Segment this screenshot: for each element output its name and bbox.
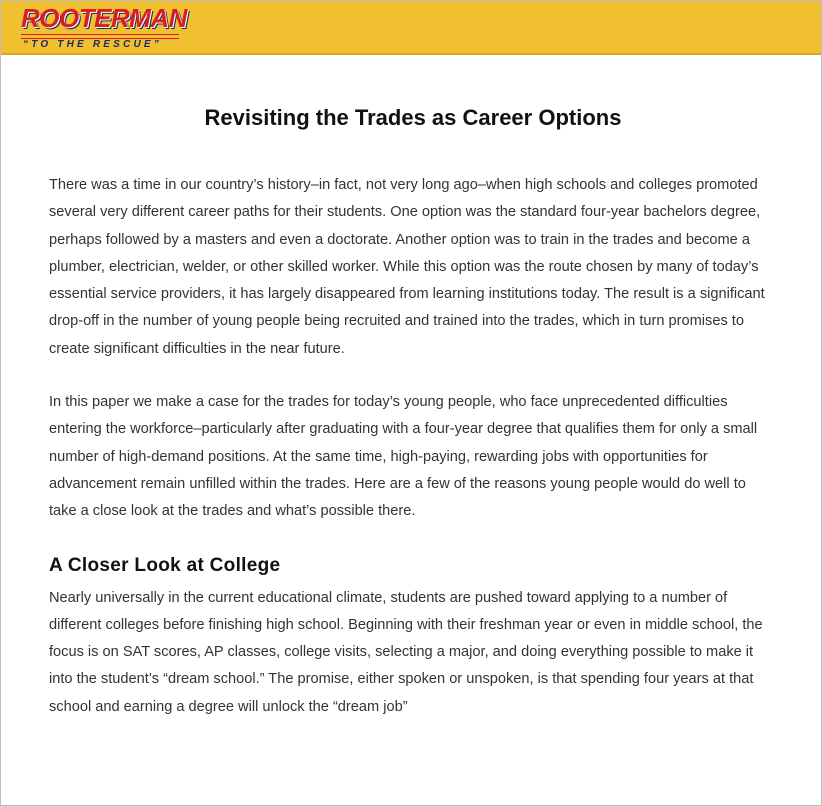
article-title: Revisiting the Trades as Career Options	[204, 105, 622, 130]
logo-tagline: “TO THE RESCUE”	[23, 39, 162, 50]
rooterman-logo[interactable]	[21, 3, 187, 51]
logo-wordmark: ROOTERMAN	[21, 3, 187, 33]
paragraph-intro: There was a time in our country’s history–in fact, not very long ago–when high schools and colleges promoted several very different career paths for their students. One option was the standard four-year bachelors degree, perhaps followed by a masters and even a doctorate. Another option was to train in the trades and become a plumber, electrician, welder, or other skilled worker. While this option was the route chosen by many of today’s essential service providers, it has largely disappeared from learning institutions today. The result is a significant drop-off in the number of young people being recruited and trained into the trades, which in turn promises to create significant difficulties in the near future.	[49, 177, 765, 357]
paragraph-college: Nearly universally in the current educational climate, students are pushed toward applying to a number of different colleges before finishing high school. Beginning with their freshman year or even in middle school, the focus is on SAT scores, AP classes, college visits, selecting a major, and doing everything possible to make it into the student’s “dream school.” The promise, either spoken or unspoken, is that spending four years at that school and earning a degree will unlock the “dream job”	[49, 589, 763, 715]
section-heading: A Closer Look at College	[49, 554, 281, 576]
article-body	[49, 101, 777, 721]
header-bar	[1, 1, 821, 55]
paragraph-case: In this paper we make a case for the trades for today’s young people, who face unprecedented difficulties entering the workforce–particularly after graduating with a four-year degree that qualifies them for only a small number of high-demand positions. At the same time, high-paying, rewarding jobs with opportunities for advancement remain unfilled within the trades. Here are a few of the reasons young people would do well to take a close look at the trades and what’s possible there.	[49, 394, 758, 520]
